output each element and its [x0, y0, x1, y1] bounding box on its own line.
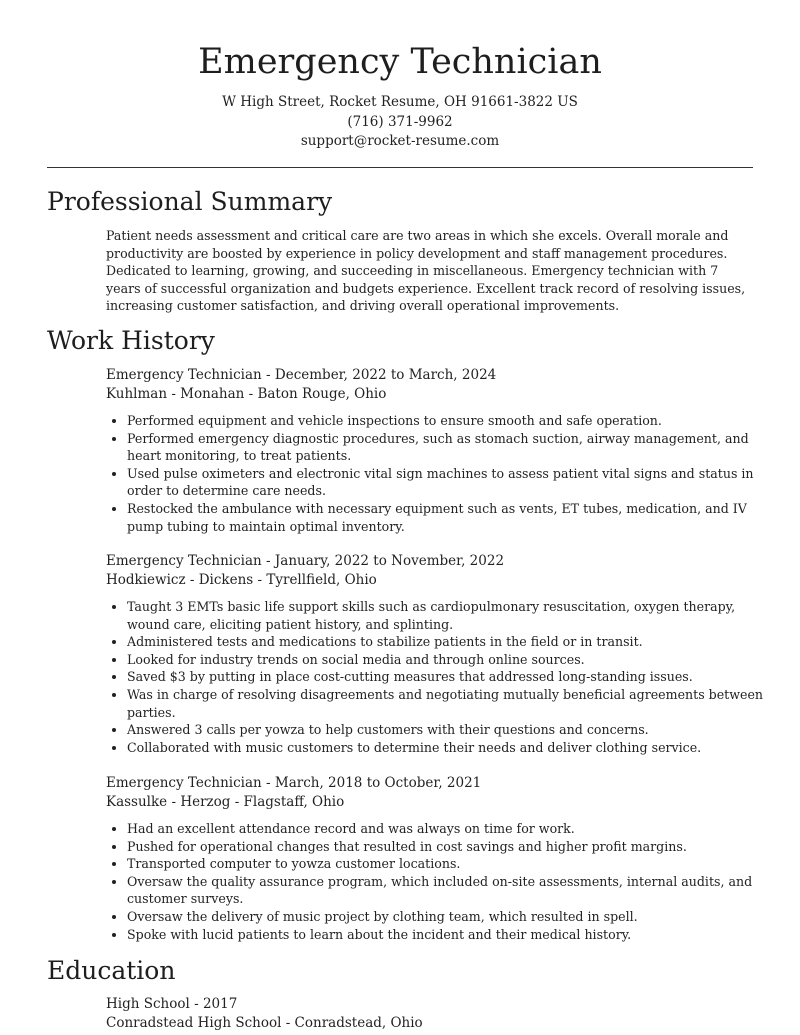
candidate-name: Emergency Technician	[198, 42, 602, 82]
contact-phone: (716) 371-9962	[347, 114, 453, 130]
job-role-line: Emergency Technician - January, 2022 to November, 2022	[106, 553, 505, 569]
job-bullet: • Taught 3 EMTs basic life support skills such as cardiopulmonary resuscitation, oxygen therapy, wound care, eliciting patient history, and splinting.	[127, 598, 779, 633]
job-bullet: • Used pulse oximeters and electronic vital sign machines to assess patient vital signs and status in order to determine care needs.	[127, 465, 779, 500]
job-bullet: • Was in charge of resolving disagreements and negotiating mutually beneficial agreements between parties.	[127, 686, 779, 721]
job-company-line: Hodkiewicz - Dickens - Tyrellfield, Ohio	[106, 572, 377, 588]
section-title-summary: Professional Summary	[47, 187, 333, 216]
job-role-line: Emergency Technician - March, 2018 to October, 2021	[106, 775, 482, 791]
job-bullet: • Spoke with lucid patients to learn about the incident and their medical history.	[127, 926, 779, 944]
job-bullet: • Restocked the ambulance with necessary equipment such as vents, ET tubes, medication, and IV pump tubing to maintain optimal inventory.	[127, 500, 779, 535]
job-bullet: • Performed emergency diagnostic procedures, such as stomach suction, airway management, and heart monitoring, to treat patients.	[127, 430, 779, 465]
job-role-line: Emergency Technician - December, 2022 to March, 2024	[106, 367, 497, 383]
job-company-line: Kuhlman - Monahan - Baton Rouge, Ohio	[106, 386, 387, 402]
contact-address: W High Street, Rocket Resume, OH 91661-3822 US	[222, 94, 578, 110]
summary-text: Patient needs assessment and critical care are two areas in which she excels. Overall morale and productivity are boosted by experience in policy development and staff management procedures. Dedicated to learning, growing, and succeeding in miscellaneous. Emergency technician with 7 years of successful organization and budgets experience. Excellent track record of resolving issues, increasing customer satisfaction, and driving overall operational improvements.	[106, 228, 746, 314]
education-degree-line: High School - 2017	[106, 996, 238, 1012]
job-bullet: • Answered 3 calls per yowza to help customers with their questions and concerns.	[127, 721, 779, 739]
header-divider	[47, 167, 753, 168]
education-school-line: Conradstead High School - Conradstead, Ohio	[106, 1015, 423, 1031]
job-company-line: Kassulke - Herzog - Flagstaff, Ohio	[106, 794, 345, 810]
job-bullet: • Transported computer to yowza customer locations.	[127, 855, 779, 873]
job-bullet-list	[106, 598, 779, 756]
job-bullet: • Pushed for operational changes that resulted in cost savings and higher profit margins.	[127, 838, 779, 856]
job-bullet: • Oversaw the delivery of music project by clothing team, which resulted in spell.	[127, 908, 779, 926]
contact-email: support@rocket-resume.com	[300, 133, 500, 149]
job-bullet: • Collaborated with music customers to determine their needs and deliver clothing service.	[127, 739, 779, 757]
job-bullet-list	[106, 412, 779, 535]
job-bullet-list	[106, 820, 779, 943]
job-bullet: • Looked for industry trends on social media and through online sources.	[127, 651, 779, 669]
job-bullet: • Had an excellent attendance record and was always on time for work.	[127, 820, 779, 838]
job-bullet: • Performed equipment and vehicle inspections to ensure smooth and safe operation.	[127, 412, 779, 430]
job-bullet: • Oversaw the quality assurance program, which included on-site assessments, internal audits, and customer surveys.	[127, 873, 779, 908]
job-bullet: • Saved $3 by putting in place cost-cutting measures that addressed long-standing issues.	[127, 668, 779, 686]
section-title-education: Education	[47, 956, 176, 985]
job-bullet: • Administered tests and medications to stabilize patients in the field or in transit.	[127, 633, 779, 651]
section-title-work-history: Work History	[47, 326, 215, 355]
